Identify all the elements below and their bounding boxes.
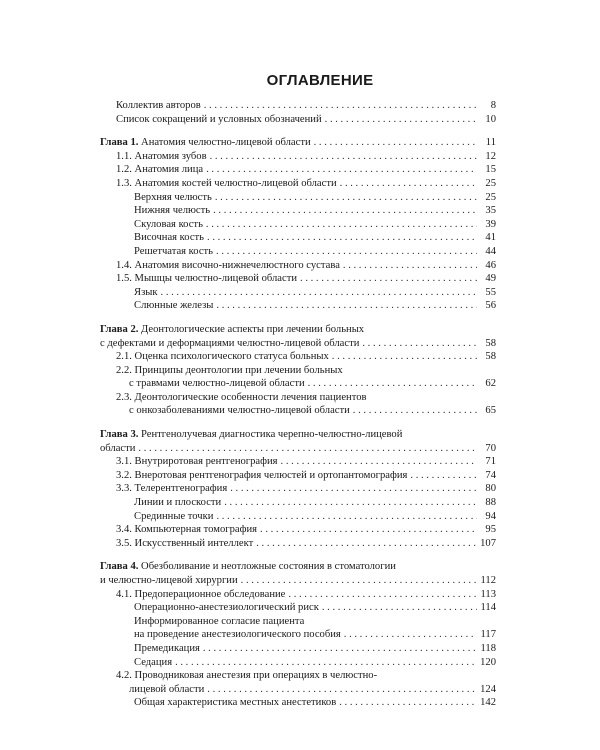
toc-entry[interactable] (100, 642, 496, 656)
dot-leader (210, 150, 477, 164)
dot-leader (339, 696, 477, 710)
section-gap (100, 550, 496, 560)
page-number: 35 (485, 205, 496, 217)
page-number: 88 (485, 497, 496, 509)
toc-entry-continuation[interactable] (100, 574, 496, 588)
dot-leader (256, 537, 477, 551)
dot-leader (344, 628, 477, 642)
page-number: 49 (485, 273, 496, 285)
toc-entry[interactable] (100, 204, 496, 218)
toc-entry-label (116, 537, 253, 551)
toc-entry[interactable] (100, 391, 496, 405)
page-number: 58 (485, 337, 496, 349)
toc-entry-text: 3.3. Телерентгенография (116, 483, 228, 495)
toc-entry-text: Общая характеристика местных анестетиков (134, 697, 337, 709)
dot-leader (340, 177, 477, 191)
toc-entry-text: Верхняя челюсть (134, 191, 212, 203)
toc-entry-label (116, 272, 297, 286)
toc-entry[interactable] (100, 286, 496, 300)
toc-entry-text: Скуловая кость (134, 218, 203, 230)
toc-entry-text: Анатомия челюстно-лицевой области (138, 137, 311, 149)
toc-entry-label (134, 286, 158, 300)
toc-entry-text: Седация (134, 656, 173, 668)
toc-entry[interactable] (100, 364, 496, 378)
dot-leader (410, 469, 477, 483)
toc-entry-label (116, 113, 322, 127)
dot-leader (362, 337, 477, 351)
toc-entry-label (116, 259, 340, 273)
toc-entry[interactable] (100, 177, 496, 191)
dot-leader (138, 442, 477, 456)
toc-entry-text: 3.4. Компьютерная томография (116, 524, 258, 536)
page-number: 15 (485, 164, 496, 176)
toc-entry-text: 1.1. Анатомия зубов (116, 150, 207, 162)
toc-page (100, 72, 496, 710)
page-number: 112 (480, 575, 496, 586)
toc-entry-text: и челюстно-лицевой хирургии (100, 575, 238, 586)
toc-entry-label (134, 642, 200, 656)
toc-entry-label (116, 364, 343, 378)
toc-entry-label (134, 245, 213, 259)
toc-entry-continuation[interactable] (100, 404, 496, 418)
dot-leader (241, 574, 477, 588)
toc-entry-text: Язык (134, 286, 158, 298)
toc-entry[interactable] (100, 560, 496, 574)
page-number: 56 (485, 300, 496, 312)
toc-entry[interactable] (100, 496, 496, 510)
toc-entry-label (116, 469, 407, 483)
section-gap (100, 126, 496, 136)
toc-entry[interactable] (100, 669, 496, 683)
dot-leader (281, 455, 477, 469)
page-number: 58 (485, 351, 496, 363)
toc-entry-text: Линии и плоскости (134, 497, 222, 509)
toc-entry-label (134, 696, 336, 710)
toc-entry-text: с онкозаболеваниями челюстно-лицевой области (129, 405, 350, 417)
page-number: 95 (485, 524, 496, 536)
chapter-prefix: Глава 1. (100, 137, 139, 149)
toc-entry-text: Обезболивание и неотложные состояния в стоматологии (138, 561, 396, 573)
toc-entry[interactable] (100, 601, 496, 615)
toc-entry-label (100, 323, 364, 337)
toc-entry[interactable] (100, 259, 496, 273)
toc-entry-continuation[interactable] (100, 377, 496, 391)
page-number: 107 (480, 537, 496, 549)
toc-entry-text: 3.5. Искусственный интеллект (116, 537, 254, 549)
toc-entry-text: Список сокращений и условных обозначений (116, 113, 322, 125)
toc-entry[interactable] (100, 163, 496, 177)
toc-entry-text: с травмами челюстно-лицевой области (129, 378, 305, 390)
toc-entry-text: 2.2. Принципы деонтологии при лечении больных (116, 364, 343, 376)
page-number: 55 (485, 286, 496, 298)
toc-entry-continuation[interactable] (100, 628, 496, 642)
toc-entry-text: Рентгенолучевая диагностика черепно-челюстно-лицевой (138, 429, 403, 441)
toc-entry[interactable] (100, 537, 496, 551)
toc-entry[interactable] (100, 482, 496, 496)
toc-entry-text: 2.3. Деонтологические особенности лечения пациентов (116, 391, 367, 403)
toc-entry-text: Коллектив авторов (116, 100, 201, 111)
toc-entry-text: на проведение анестезиологического пособия (134, 629, 341, 641)
dot-leader (353, 404, 477, 418)
toc-entry-label (134, 601, 319, 615)
toc-entry-label (134, 510, 213, 524)
dot-leader (213, 204, 477, 218)
toc-entry[interactable] (100, 245, 496, 259)
toc-entry[interactable] (100, 696, 496, 710)
dot-leader (343, 259, 477, 273)
toc-entry-text: Деонтологические аспекты при лечении больных (138, 323, 365, 335)
toc-entry-label (134, 231, 204, 245)
toc-entry-text: лицевой области (129, 683, 205, 695)
toc-entry-text: Операционно-анестезиологический риск (134, 602, 319, 614)
dot-leader (322, 601, 477, 615)
toc-entry-label (134, 218, 203, 232)
page-number: 25 (485, 191, 496, 203)
toc-entry-label (116, 99, 201, 113)
dot-leader (216, 510, 477, 524)
toc-entry[interactable] (100, 113, 496, 127)
toc-entry-label (100, 560, 396, 574)
toc-entry[interactable] (100, 299, 496, 313)
dot-leader (204, 99, 477, 113)
dot-leader (206, 163, 477, 177)
toc-entry[interactable] (100, 469, 496, 483)
dot-leader (203, 642, 477, 656)
toc-entry[interactable] (100, 455, 496, 469)
page-number: 118 (480, 642, 496, 654)
toc-entry-label (116, 669, 377, 683)
toc-entry-continuation[interactable] (100, 442, 496, 456)
dot-leader (224, 496, 477, 510)
toc-entry[interactable] (100, 523, 496, 537)
toc-entry[interactable] (100, 656, 496, 670)
toc-entry-text: 3.2. Внеротовая рентгенография челюстей и ортопантомография (116, 469, 408, 481)
chapter-prefix: Глава 2. (100, 323, 139, 335)
toc-entry-text: Информированное согласие пациента (134, 615, 305, 627)
toc-entry-label (116, 177, 337, 191)
toc-entry-label (116, 455, 278, 469)
toc-entry-label (116, 350, 329, 364)
toc-entry-continuation[interactable] (100, 337, 496, 351)
toc-entry-text: 1.2. Анатомия лица (116, 164, 204, 176)
toc-entry-text: Срединные точки (134, 510, 214, 522)
toc-entry[interactable] (100, 428, 496, 442)
toc-entry-label (134, 496, 221, 510)
page-number: 74 (485, 469, 496, 481)
toc-entry-label (134, 204, 210, 218)
dot-leader (230, 482, 477, 496)
page-number: 25 (485, 177, 496, 189)
toc-entry[interactable] (100, 99, 496, 113)
page-number: 46 (485, 259, 496, 271)
chapter-prefix: Глава 4. (100, 561, 139, 573)
toc-entry-label (134, 615, 304, 629)
table-of-contents (100, 99, 496, 710)
toc-entry[interactable] (100, 218, 496, 232)
toc-entry-text: 1.4. Анатомия височно-нижнечелюстного сустава (116, 259, 340, 271)
toc-entry-text: области (100, 442, 136, 454)
toc-entry-text: Нижняя челюсть (134, 205, 211, 217)
page-number: 120 (480, 656, 496, 668)
toc-entry-label (134, 656, 172, 670)
page-number: 114 (480, 602, 496, 614)
dot-leader (206, 218, 477, 232)
dot-leader (215, 191, 477, 205)
dot-leader (207, 683, 477, 697)
toc-entry-label (116, 391, 367, 405)
page-number: 70 (485, 442, 496, 454)
toc-entry-label (100, 136, 311, 150)
page-number: 8 (490, 100, 496, 111)
toc-entry-label (134, 299, 213, 313)
toc-entry-text: с дефектами и деформациями челюстно-лицевой области (100, 337, 360, 349)
toc-entry-label (116, 163, 203, 177)
section-gap (100, 418, 496, 428)
page-number: 39 (485, 218, 496, 230)
dot-leader (175, 656, 477, 670)
dot-leader (216, 245, 477, 259)
toc-entry[interactable] (100, 615, 496, 629)
section-gap (100, 313, 496, 323)
toc-entry[interactable] (100, 350, 496, 364)
toc-entry[interactable] (100, 136, 496, 150)
page-number: 12 (485, 150, 496, 162)
dot-leader (332, 350, 477, 364)
toc-entry-label (116, 482, 227, 496)
toc-entry-continuation[interactable] (100, 683, 496, 697)
dot-leader (161, 286, 477, 300)
page-number: 65 (485, 405, 496, 417)
dot-leader (207, 231, 477, 245)
toc-entry[interactable] (100, 191, 496, 205)
dot-leader (314, 136, 477, 150)
page-number: 113 (480, 588, 496, 600)
toc-entry[interactable] (100, 231, 496, 245)
toc-entry-text: 3.1. Внутриротовая рентгенография (116, 456, 278, 468)
page-number: 41 (485, 232, 496, 244)
dot-leader (308, 377, 477, 391)
toc-entry-label (116, 150, 207, 164)
page-number: 11 (485, 137, 496, 149)
page-number: 117 (480, 629, 496, 641)
toc-entry-text: Слюнные железы (134, 300, 214, 312)
dot-leader (300, 272, 477, 286)
toc-entry-text: Премедикация (134, 642, 200, 654)
chapter-prefix: Глава 3. (100, 429, 139, 441)
toc-entry-text: 2.1. Оценка психологического статуса больных (116, 351, 329, 363)
toc-entry-label (134, 191, 212, 205)
page-number: 44 (485, 245, 496, 257)
toc-entry[interactable] (100, 510, 496, 524)
toc-entry[interactable] (100, 272, 496, 286)
toc-entry[interactable] (100, 588, 496, 602)
toc-entry-text: Височная кость (134, 232, 205, 244)
page-number: 62 (485, 378, 496, 390)
toc-entry-text: 1.5. Мышцы челюстно-лицевой области (116, 273, 298, 285)
toc-entry-text: Решетчатая кость (134, 245, 214, 257)
page-number: 94 (485, 510, 496, 522)
page-number: 80 (485, 483, 496, 495)
page-number: 71 (485, 456, 496, 468)
toc-entry-text: 4.1. Предоперационное обследование (116, 588, 286, 600)
dot-leader (325, 113, 477, 127)
dot-leader (216, 299, 477, 313)
toc-entry[interactable] (100, 323, 496, 337)
toc-entry-text: 4.2. Проводниковая анестезия при операциях в челюстно- (116, 670, 378, 682)
page-number: 142 (480, 697, 496, 709)
dot-leader (260, 523, 477, 537)
page-title: ОГЛАВЛЕНИЕ (266, 72, 374, 89)
toc-entry-text: 1.3. Анатомия костей челюстно-лицевой области (116, 177, 337, 189)
toc-entry[interactable] (100, 150, 496, 164)
page-number: 124 (480, 683, 496, 695)
toc-entry-label (116, 588, 285, 602)
page-number: 10 (485, 113, 496, 125)
dot-leader (288, 588, 477, 602)
toc-entry-label (100, 428, 402, 442)
toc-entry-label (116, 523, 257, 537)
